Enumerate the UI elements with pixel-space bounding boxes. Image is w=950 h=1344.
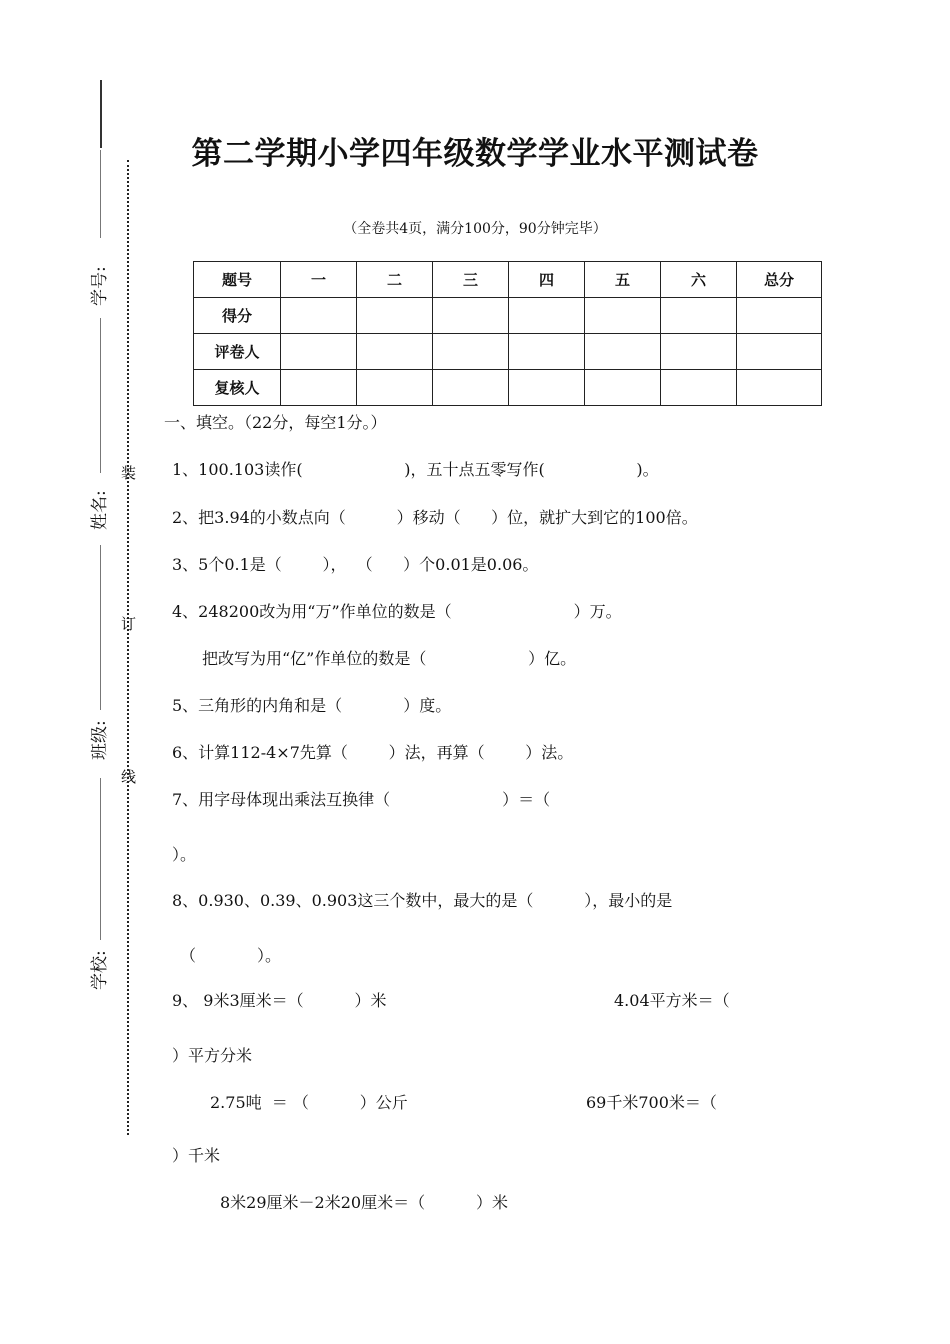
name-label: 姓名: — [90, 490, 110, 530]
score-cell[interactable] — [509, 370, 585, 406]
question-9d-cont: ）千米 — [172, 1146, 221, 1165]
table-header-cell: 三 — [433, 262, 509, 298]
question-9d: 69千米700米＝（ — [586, 1093, 717, 1112]
score-cell[interactable] — [509, 298, 585, 334]
row-label: 评卷人 — [194, 334, 281, 370]
question-9c: 2.75吨 ＝ （ ）公斤 — [210, 1093, 408, 1112]
question-9e: 8米29厘米－2米20厘米＝（ ）米 — [220, 1193, 508, 1212]
score-cell[interactable] — [357, 334, 433, 370]
question-6: 6、计算112-4×7先算（ ）法，再算（ ）法。 — [172, 743, 574, 762]
score-cell[interactable] — [661, 334, 737, 370]
student-no-label: 学号: — [90, 266, 110, 306]
name-line — [100, 318, 101, 473]
score-table — [193, 261, 822, 406]
binding-char-xian: 线 — [121, 768, 137, 786]
score-cell[interactable] — [357, 298, 433, 334]
score-cell[interactable] — [433, 334, 509, 370]
row-label: 得分 — [194, 298, 281, 334]
question-8-cont: （ ）。 — [180, 946, 282, 965]
class-line — [100, 545, 101, 710]
class-label: 班级: — [90, 720, 110, 760]
score-cell[interactable] — [357, 370, 433, 406]
question-2: 2、把3.94的小数点向（ ）移动（ ）位，就扩大到它的100倍。 — [172, 508, 698, 527]
score-cell[interactable] — [281, 298, 357, 334]
binding-char-zhuang: 装 — [121, 464, 137, 482]
table-header-cell: 五 — [585, 262, 661, 298]
table-header-cell: 六 — [661, 262, 737, 298]
score-cell[interactable] — [737, 334, 822, 370]
score-cell[interactable] — [585, 370, 661, 406]
question-4-part2: 把改写为用“亿”作单位的数是（ ）亿。 — [202, 649, 577, 668]
table-header-cell: 总分 — [737, 262, 822, 298]
question-9b-cont: ）平方分米 — [172, 1046, 253, 1065]
score-cell[interactable] — [509, 334, 585, 370]
question-7-cont: ）。 — [172, 845, 197, 864]
score-cell[interactable] — [433, 370, 509, 406]
table-row — [194, 334, 822, 370]
score-cell[interactable] — [661, 298, 737, 334]
binding-char-ding: 订 — [121, 615, 137, 633]
question-9a: 9、 9米3厘米＝（ ）米 — [172, 991, 387, 1010]
binding-dotted-line — [127, 160, 129, 1135]
question-5: 5、三角形的内角和是（ ）度。 — [172, 696, 452, 715]
question-4: 4、248200改为用“万”作单位的数是（ ）万。 — [172, 602, 622, 621]
page-subtitle: （全卷共4页，满分100分，90分钟完毕） — [343, 221, 607, 237]
page-title: 第二学期小学四年级数学学业水平测试卷 — [191, 136, 759, 172]
score-cell[interactable] — [433, 298, 509, 334]
question-7: 7、用字母体现出乘法互换律（ ）＝（ — [172, 790, 551, 809]
score-cell[interactable] — [737, 298, 822, 334]
score-cell[interactable] — [661, 370, 737, 406]
question-9b: 4.04平方米＝（ — [614, 991, 730, 1010]
row-label: 复核人 — [194, 370, 281, 406]
table-header-cell: 四 — [509, 262, 585, 298]
question-8: 8、0.930、0.39、0.903这三个数中，最大的是（ ），最小的是 — [172, 891, 673, 910]
score-cell[interactable] — [281, 370, 357, 406]
table-header-cell: 一 — [281, 262, 357, 298]
question-3: 3、5个0.1是（ ）， （ ）个0.01是0.06。 — [172, 555, 539, 574]
table-row — [194, 370, 822, 406]
school-label: 学校: — [90, 950, 110, 990]
score-cell[interactable] — [281, 334, 357, 370]
table-header-row — [194, 262, 822, 298]
score-cell[interactable] — [585, 298, 661, 334]
table-header-cell: 二 — [357, 262, 433, 298]
school-line — [100, 778, 101, 940]
score-cell[interactable] — [737, 370, 822, 406]
question-1: 1、100.103读作( )，五十点五零写作( )。 — [172, 460, 659, 479]
table-row — [194, 298, 822, 334]
score-cell[interactable] — [585, 334, 661, 370]
section-heading: 一、填空。（22分，每空1分。） — [164, 413, 387, 432]
table-header-cell: 题号 — [194, 262, 281, 298]
